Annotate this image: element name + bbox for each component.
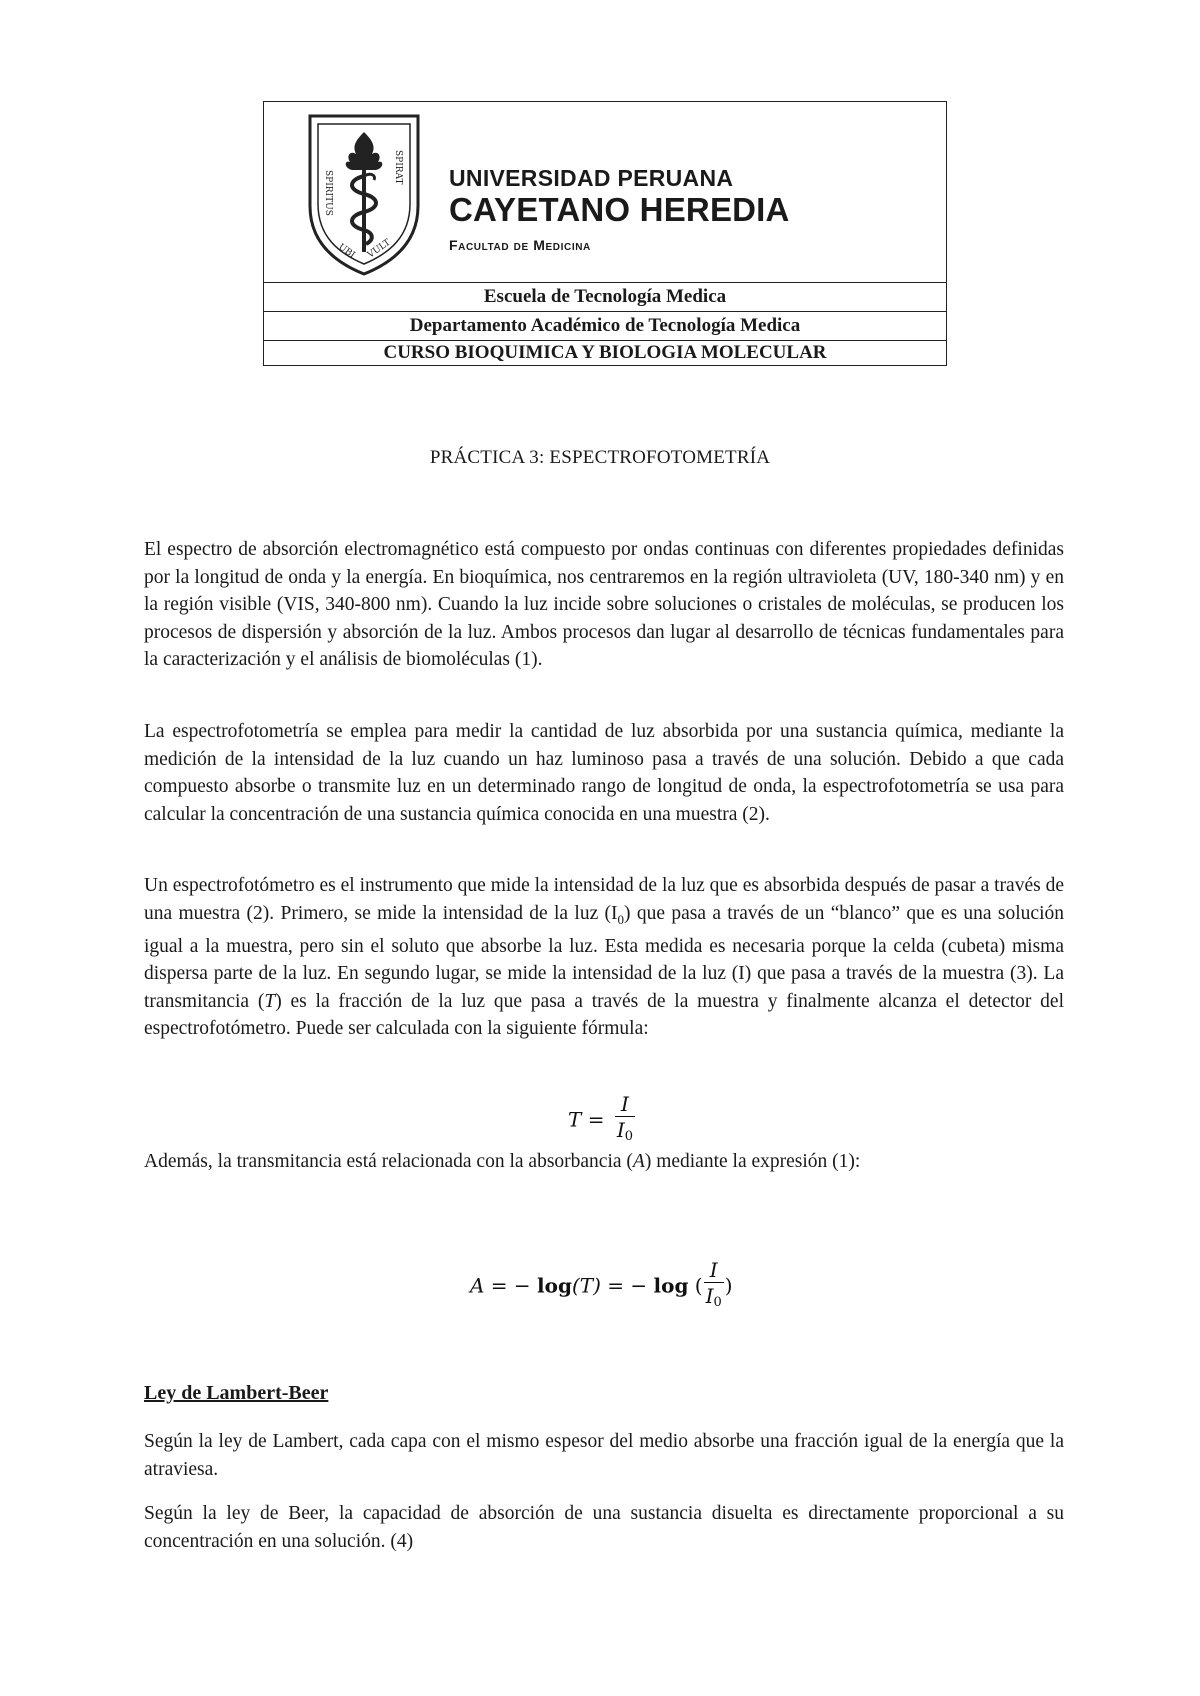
formula-2-open-paren: (: [694, 1273, 703, 1298]
paragraph-3-text: [144, 872, 1064, 1043]
paragraph-3-subscript: 0: [617, 911, 625, 927]
formula-2-den-symbol: I: [705, 1284, 714, 1308]
formula-2-den-subscript: 0: [713, 1295, 722, 1310]
formula-2-fraction: [704, 1258, 724, 1316]
paragraph-3-part-b: ) que pasa a través de un “blanco” que es una solución igual a la muestra, pero sin el soluto que absorbe la luz. Esta medida es necesaria porque la celda (cubeta) misma dispersa parte de la luz. En segundo lugar, se mide la intensidad de la luz (I) que pasa a través de la muestra (3). La transmitancia (: [144, 902, 1064, 1012]
formula-2-lhs: A = −: [470, 1273, 531, 1298]
paragraph-3-part-a: Un espectrofotómetro es el instrumento que mide la intensidad de la luz que es absorbida después de pasar a través de una muestra (2). Primero, se mide la intensidad de la luz (I: [144, 875, 1064, 924]
formula-2-log-2: log: [653, 1273, 689, 1298]
formula-absorbance: [470, 1258, 733, 1316]
formula-transmittance: [568, 1092, 639, 1150]
paragraph-4-text: [144, 1148, 1064, 1176]
formula-1-den-subscript: 0: [624, 1129, 634, 1144]
paragraph-2: [144, 718, 1064, 838]
paragraph-5-text: Según la ley de Lambert, cada capa con el mismo espesor del medio absorbe una fracción igual de la energía que la atraviesa.: [144, 1431, 1064, 1480]
university-shield-logo: [304, 110, 424, 278]
paragraph-2-text: La espectrofotometría se emplea para medir la cantidad de luz absorbida por una sustancia química, mediante la medición de la intensidad de la luz cuando un haz luminoso pasa a través de una solución. Debido a que cada compuesto absorbe o transmite luz en un determinado rango de longitud de onda, la espectrofotometría se usa para calcular la concentración de una sustancia química conocida en una muestra (2).: [144, 721, 1064, 825]
paragraph-3-part-c: ) es la fracción de la luz que pasa a través de la muestra y finalmente alcanza el detector del espectrofotómetro. Puede ser calculada con la siguiente fórmula:: [144, 990, 1064, 1040]
formula-2-mid: (T) = −: [571, 1273, 648, 1298]
university-name-line1: UNIVERSIDAD PERUANA: [449, 165, 734, 191]
formula-1-den-symbol: I: [616, 1118, 625, 1142]
paragraph-6: [144, 1500, 1064, 1565]
formula-1-numerator: I: [620, 1092, 629, 1116]
svg-text:UBI: UBI: [336, 242, 357, 261]
header-row-school: Escuela de Tecnología Medica: [264, 283, 946, 312]
formula-1-lhs: T =: [568, 1107, 605, 1132]
university-name-line2: CAYETANO HEREDIA: [449, 191, 790, 228]
section-title-lambert-beer: Ley de Lambert-Beer: [144, 1382, 329, 1404]
header-table: [263, 101, 947, 366]
paragraph-6-text: Según la ley de Beer, la capacidad de absorción de una sustancia disuelta es directamente proporcional a su concentración en una solución. (4): [144, 1503, 1064, 1552]
formula-2-numerator: I: [709, 1258, 718, 1282]
header-row-department: Departamento Académico de Tecnología Medica: [264, 312, 946, 341]
university-brand: [449, 165, 790, 253]
paragraph-4-part-a: Además, la transmitancia está relacionada con la absorbancia (: [144, 1151, 633, 1172]
formula-2-log-1: log: [537, 1273, 572, 1298]
paragraph-1: [144, 536, 1064, 684]
svg-text:SPIRAT: SPIRAT: [393, 150, 403, 185]
formula-2-denominator: [704, 1282, 724, 1316]
svg-text:SPIRITUS: SPIRITUS: [323, 170, 333, 216]
paragraph-4-part-b: ) mediante la expresión (1):: [644, 1151, 861, 1172]
faculty-name: Facultad de Medicina: [449, 237, 591, 253]
header-row-course: CURSO BIOQUIMICA Y BIOLOGIA MOLECULAR: [383, 342, 827, 363]
paragraph-1-text: El espectro de absorción electromagnético está compuesto por ondas continuas con diferentes propiedades definidas por la longitud de onda y la energía. En bioquímica, nos centraremos en la región ultravioleta (UV, 180-340 nm) y en la región visible (VIS, 340-800 nm). Cuando la luz incide sobre soluciones o cristales de moléculas, se producen los procesos de dispersión y absorción de la luz. Ambos procesos dan lugar al desarrollo de técnicas fundamentales para la caracterización y el análisis de biomoléculas (1).: [144, 539, 1064, 670]
logo-cell: [264, 102, 946, 283]
formula-1-fraction: [615, 1092, 635, 1150]
svg-text:VULT: VULT: [365, 237, 393, 261]
paragraph-3: [144, 872, 1064, 1053]
paragraph-5: [144, 1428, 1064, 1493]
formula-2-close-paren: ): [724, 1273, 733, 1298]
paragraph-3-T-symbol: T: [264, 990, 276, 1012]
paragraph-4-A-symbol: A: [632, 1151, 645, 1172]
page-title: PRÁCTICA 3: ESPECTROFOTOMETRÍA: [429, 447, 771, 468]
formula-1-denominator: [615, 1116, 635, 1150]
paragraph-4: [144, 1148, 1064, 1186]
